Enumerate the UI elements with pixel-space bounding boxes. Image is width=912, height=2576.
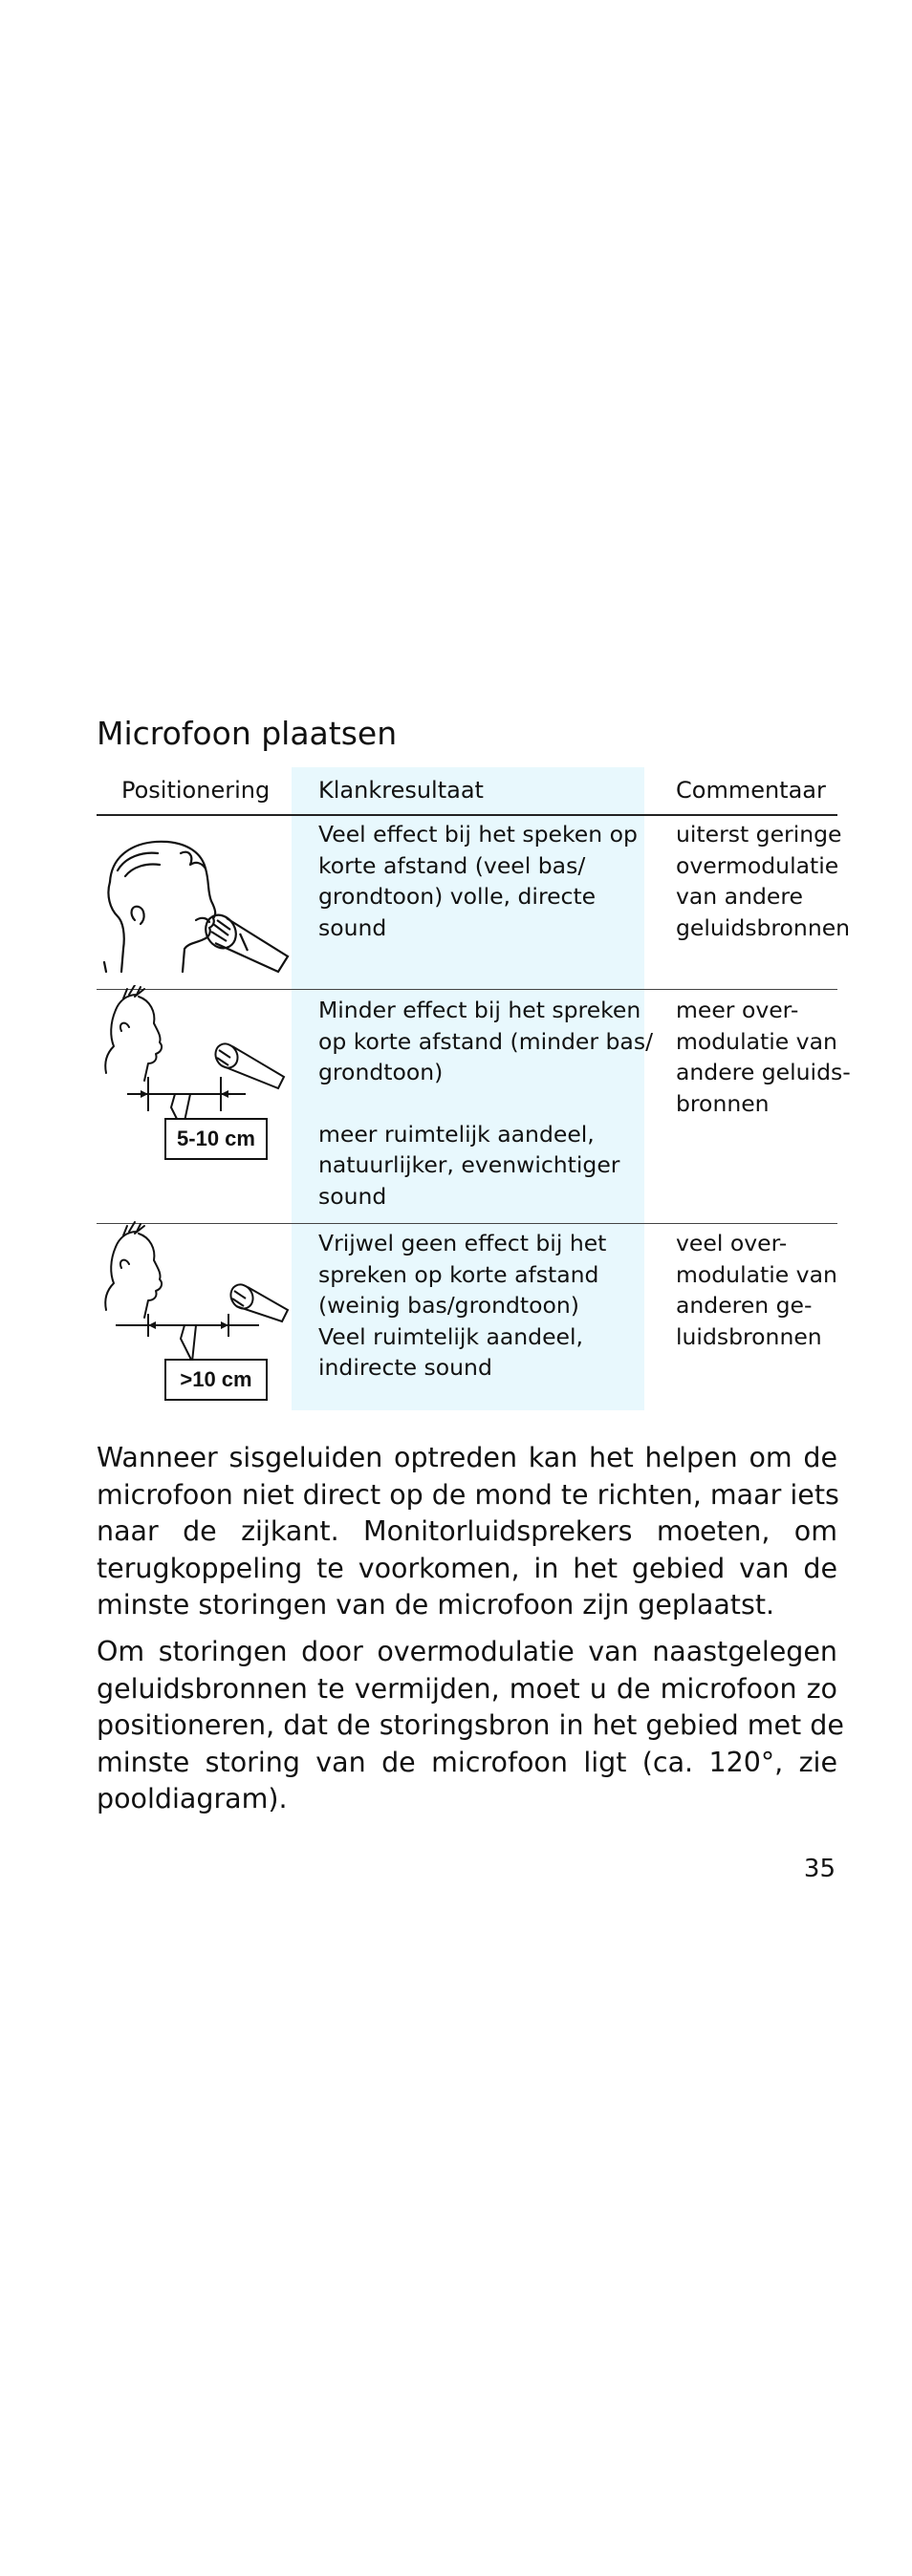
paragraph-line: Om storingen door overmodulatie van naastgelegen <box>97 1636 837 1667</box>
row1-result-line: sound <box>318 913 387 941</box>
row3-comment-line: anderen ge- <box>676 1292 813 1319</box>
row3-result-line: Veel ruimtelijk aandeel, <box>318 1322 584 1350</box>
row1-comment-line: overmodulatie <box>676 851 839 879</box>
paragraph-line: microfoon niet direct op de mond te richten, maar iets <box>97 1478 839 1511</box>
row1-sound-result <box>318 819 638 943</box>
row2-comment-line: bronnen <box>676 1089 770 1117</box>
row1-comment-line: geluidsbronnen <box>676 913 851 941</box>
microphone-placement-table <box>97 767 851 1410</box>
body-paragraph-1 <box>97 1440 837 1624</box>
row1-comment <box>676 819 850 943</box>
paragraph-line: minste storingen van de microfoon zijn geplaatst. <box>97 1589 775 1621</box>
paragraph-gap <box>318 1088 653 1119</box>
paragraph-line: positioneren, dat de storingsbron in het gebied met de <box>97 1709 844 1741</box>
row2-sound-result <box>318 995 653 1212</box>
row3-result-line: (weinig bas/grondtoon) <box>318 1292 579 1319</box>
paragraph-line: Wanneer sisgeluiden optreden kan het helpen om de <box>97 1442 837 1473</box>
singer-far-distance-icon <box>97 1218 292 1409</box>
header-positioning: Positionering <box>121 777 271 804</box>
row3-sound-result <box>318 1228 606 1384</box>
row1-result-line: korte afstand (veel bas/ <box>318 851 586 879</box>
paragraph-line: terugkoppeling te voorkomen, in het gebied van de <box>97 1552 837 1584</box>
row3-comment-line: luidsbronnen <box>676 1322 822 1350</box>
row2-comment <box>676 995 851 1119</box>
row2-result-line: grondtoon) <box>318 1059 444 1085</box>
singer-medium-distance-icon <box>97 985 292 1167</box>
row1-comment-line: van andere <box>676 883 803 910</box>
row1-result-line: Veel effect bij het speken op <box>318 821 638 848</box>
distance-label-10: >10 cm <box>180 1367 252 1391</box>
paragraph-line: naar de zijkant. Monitorluidsprekers moeten, om <box>97 1515 837 1547</box>
row2-comment-line: meer over- <box>676 997 799 1023</box>
body-paragraph-2 <box>97 1634 844 1818</box>
row2-result-line: meer ruimtelijk aandeel, <box>318 1120 595 1148</box>
row2-result-line: Minder effect bij het spreken <box>318 997 641 1023</box>
row1-comment-line: uiterst geringe <box>676 821 842 848</box>
row3-comment-line: veel over- <box>676 1230 788 1256</box>
row2-comment-line: andere geluids- <box>676 1059 851 1085</box>
row3-result-line: indirecte sound <box>318 1354 492 1381</box>
row3-result-line: Vrijwel geen effect bij het <box>318 1230 607 1256</box>
row2-result-line: sound <box>318 1182 387 1210</box>
header-sound-result: Klankresultaat <box>318 777 484 804</box>
distance-label-5-10: 5-10 cm <box>177 1127 255 1150</box>
row1-result-line: grondtoon) volle, directe <box>318 883 597 910</box>
header-rule <box>97 814 837 816</box>
row2-result-line: op korte afstand (minder bas/ <box>318 1027 653 1055</box>
row3-comment <box>676 1228 837 1352</box>
page-title: Microfoon plaatsen <box>97 715 398 752</box>
paragraph-line: minste storing van de microfoon ligt (ca. 120°, zie <box>97 1746 837 1778</box>
row2-result-line: natuurlijker, evenwichtiger <box>318 1151 620 1178</box>
row2-comment-line: modulatie van <box>676 1027 837 1055</box>
paragraph-line: pooldiagram). <box>97 1783 288 1814</box>
row3-comment-line: modulatie van <box>676 1260 837 1288</box>
paragraph-line: geluidsbronnen te vermijden, moet u de microfoon zo <box>97 1672 837 1705</box>
page-number: 35 <box>803 1855 836 1883</box>
row3-result-line: spreken op korte afstand <box>318 1260 599 1288</box>
singer-close-microphone-icon <box>97 828 292 981</box>
header-comment: Commentaar <box>676 777 826 804</box>
